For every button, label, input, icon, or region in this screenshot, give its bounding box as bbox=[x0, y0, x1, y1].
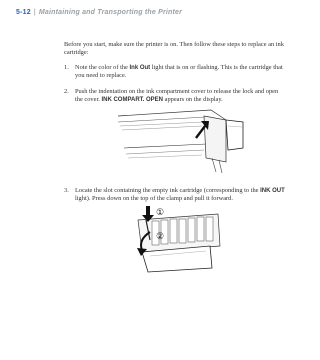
step-number: 1. bbox=[64, 64, 69, 71]
step-number: 2. bbox=[64, 88, 69, 95]
step-text: Push the indentation on the ink compartment cover to release the lock and open the cover. INK COMPART. OPEN appears on the display. bbox=[75, 88, 279, 103]
step-3 bbox=[64, 187, 286, 203]
callout-2: ② bbox=[156, 231, 165, 241]
page-header bbox=[16, 9, 182, 16]
callout-1: ① bbox=[156, 207, 165, 217]
header-separator: | bbox=[33, 9, 36, 16]
ink-out-light-label: INK OUT bbox=[260, 188, 285, 194]
step-number: 3. bbox=[64, 187, 69, 194]
section-title: Maintaining and Transporting the Printer bbox=[38, 9, 183, 16]
ink-out-light-label: Ink Out bbox=[129, 65, 151, 71]
step-text: Note the color of the Ink Out light that is on or flashing. This is the cartridge that you need to replace. bbox=[75, 64, 283, 79]
cartridge-clamp-illustration bbox=[120, 206, 226, 274]
step-2 bbox=[64, 88, 286, 104]
page-number: 5-12 bbox=[16, 9, 31, 16]
intro-paragraph: Before you start, make sure the printer is on. Then follow these steps to replace an ink cartridge: bbox=[64, 41, 284, 56]
step-text: Locate the slot containing the empty ink cartridge (corresponding to the INK OUT light). Press down on the top of the clamp and pull it forward. bbox=[75, 187, 285, 202]
display-message-label: INK COMPART. OPEN bbox=[101, 97, 164, 103]
ink-compartment-illustration bbox=[116, 108, 246, 174]
step-1 bbox=[64, 64, 286, 80]
